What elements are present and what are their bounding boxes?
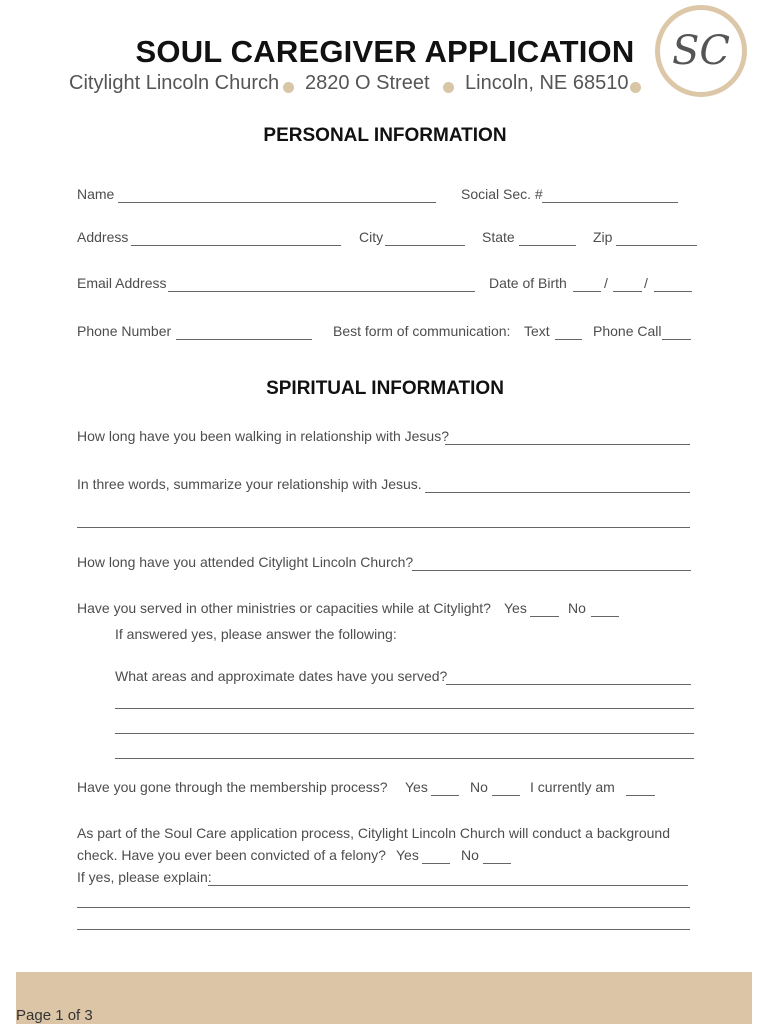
dob-slash: /: [644, 275, 648, 291]
walking-question: How long have you been walking in relationship with Jesus?: [77, 428, 449, 444]
three-words-answer-line[interactable]: [77, 527, 690, 528]
served-yes-field[interactable]: [530, 616, 559, 617]
three-words-question: In three words, summarize your relationship with Jesus.: [77, 476, 422, 492]
membership-currently-label: I currently am: [530, 779, 615, 795]
city-label: City: [359, 229, 384, 245]
text-option-field[interactable]: [555, 339, 582, 340]
areas-answer-line[interactable]: [115, 733, 694, 734]
phone-label: Phone Number: [77, 323, 172, 339]
felony-no-field[interactable]: [483, 863, 511, 864]
felony-yes-label: Yes: [396, 847, 419, 863]
zip-field[interactable]: [616, 245, 697, 246]
zip-label: Zip: [593, 229, 613, 245]
footer-band: [16, 972, 752, 1024]
ssn-field[interactable]: [542, 202, 678, 203]
email-field[interactable]: [168, 291, 475, 292]
phone-call-option-field[interactable]: [662, 339, 691, 340]
dob-slash: /: [604, 275, 608, 291]
separator-dot: [443, 82, 454, 93]
served-no-label: No: [568, 600, 586, 616]
walking-answer-field[interactable]: [445, 444, 690, 445]
felony-yes-field[interactable]: [422, 863, 450, 864]
church-street: 2820 O Street: [305, 72, 430, 94]
explain-label: If yes, please explain:: [77, 869, 212, 885]
areas-answer-line[interactable]: [115, 708, 694, 709]
phone-field[interactable]: [176, 339, 312, 340]
areas-answer-line[interactable]: [115, 758, 694, 759]
explain-answer-line[interactable]: [77, 929, 690, 930]
church-city: Lincoln, NE 68510: [465, 72, 629, 94]
dob-day-field[interactable]: [613, 291, 642, 292]
areas-answer-field[interactable]: [446, 684, 691, 685]
served-question: Have you served in other ministries or capacities while at Citylight?: [77, 600, 491, 616]
attended-answer-field[interactable]: [412, 570, 691, 571]
three-words-answer-field[interactable]: [425, 492, 690, 493]
state-field[interactable]: [519, 245, 576, 246]
separator-dot: [283, 82, 294, 93]
sc-logo: [655, 5, 747, 97]
text-option-label: Text: [524, 323, 550, 339]
ssn-label: Social Sec. #: [461, 186, 543, 202]
explain-answer-field[interactable]: [208, 885, 688, 886]
city-field[interactable]: [385, 245, 465, 246]
if-yes-instruction: If answered yes, please answer the following:: [115, 626, 397, 642]
explain-answer-line[interactable]: [77, 907, 690, 908]
background-check-text: As part of the Soul Care application process, Citylight Lincoln Church will conduct a background: [77, 825, 670, 841]
membership-yes-label: Yes: [405, 779, 428, 795]
areas-question: What areas and approximate dates have you served?: [115, 668, 448, 684]
served-yes-label: Yes: [504, 600, 527, 616]
served-no-field[interactable]: [591, 616, 619, 617]
attended-question: How long have you attended Citylight Lincoln Church?: [77, 554, 414, 570]
membership-currently-field[interactable]: [626, 795, 655, 796]
membership-no-field[interactable]: [492, 795, 520, 796]
phone-call-option-label: Phone Call: [593, 323, 662, 339]
logo-text: SC: [671, 28, 730, 74]
dob-label: Date of Birth: [489, 275, 567, 291]
address-label: Address: [77, 229, 129, 245]
personal-info-heading: PERSONAL INFORMATION: [263, 125, 507, 146]
spiritual-info-heading: SPIRITUAL INFORMATION: [266, 378, 504, 399]
name-label: Name: [77, 186, 115, 202]
page-number: Page 1 of 3: [16, 1007, 93, 1024]
email-label: Email Address: [77, 275, 167, 291]
page-title: SOUL CAREGIVER APPLICATION: [135, 34, 635, 69]
membership-yes-field[interactable]: [431, 795, 459, 796]
membership-no-label: No: [470, 779, 488, 795]
church-name: Citylight Lincoln Church: [69, 72, 280, 94]
state-label: State: [482, 229, 515, 245]
felony-no-label: No: [461, 847, 479, 863]
address-field[interactable]: [131, 245, 341, 246]
felony-question: check. Have you ever been convicted of a felony?: [77, 847, 386, 863]
dob-month-field[interactable]: [573, 291, 601, 292]
communication-label: Best form of communication:: [333, 323, 511, 339]
dob-year-field[interactable]: [654, 291, 692, 292]
name-field[interactable]: [118, 202, 436, 203]
membership-question: Have you gone through the membership process?: [77, 779, 388, 795]
separator-dot: [630, 82, 641, 93]
